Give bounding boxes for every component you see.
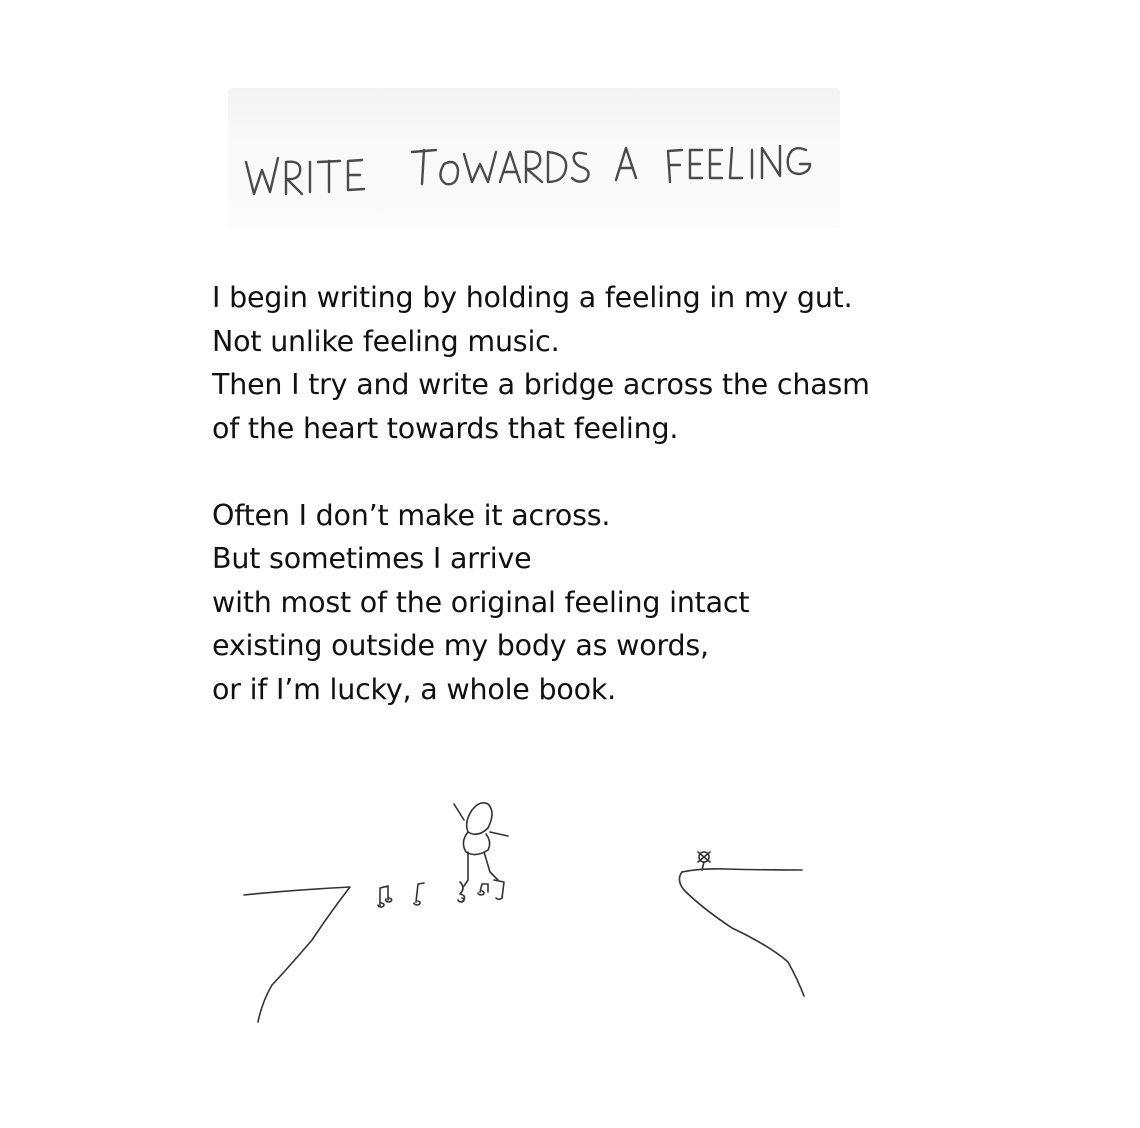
poem-line: existing outside my body as words, — [212, 629, 709, 662]
poem-line: But sometimes I arrive — [212, 542, 532, 575]
poem-line: or if I’m lucky, a whole book. — [212, 672, 617, 706]
stick-figure-head — [467, 803, 492, 834]
poem-line: with most of the original feeling intact — [212, 585, 750, 619]
stick-figure-on-cliff-icon — [232, 790, 822, 1035]
music-note-icon — [414, 883, 424, 905]
poem-stanza-1 — [212, 276, 952, 450]
right-cliff-slope — [679, 872, 804, 996]
stick-figure-arm — [454, 804, 464, 820]
stick-figure-arm — [490, 832, 508, 836]
music-note-icon — [378, 886, 392, 907]
poem-line: Then I try and write a bridge across the chasm — [212, 368, 870, 401]
poem-line: I begin writing by holding a feeling in my gut. — [212, 281, 853, 314]
music-note-icon — [494, 880, 504, 899]
stick-figure-body — [463, 832, 489, 855]
stick-figure-leg — [484, 852, 498, 880]
poem — [212, 276, 952, 711]
right-cliff — [682, 869, 802, 872]
stick-figure-leg — [464, 852, 468, 886]
handwritten-title-icon — [240, 132, 840, 202]
handwritten-title — [240, 132, 840, 202]
poem-line: Often I don’t make it across. — [212, 498, 611, 532]
poem-stanza-2 — [212, 494, 952, 712]
music-note-icon — [458, 882, 465, 902]
left-cliff — [244, 887, 350, 1022]
music-note-icon — [478, 884, 488, 895]
poem-line: Not unlike feeling music. — [212, 324, 560, 358]
poem-line: of the heart towards that feeling. — [212, 411, 679, 445]
cliff-illustration — [232, 790, 822, 1035]
